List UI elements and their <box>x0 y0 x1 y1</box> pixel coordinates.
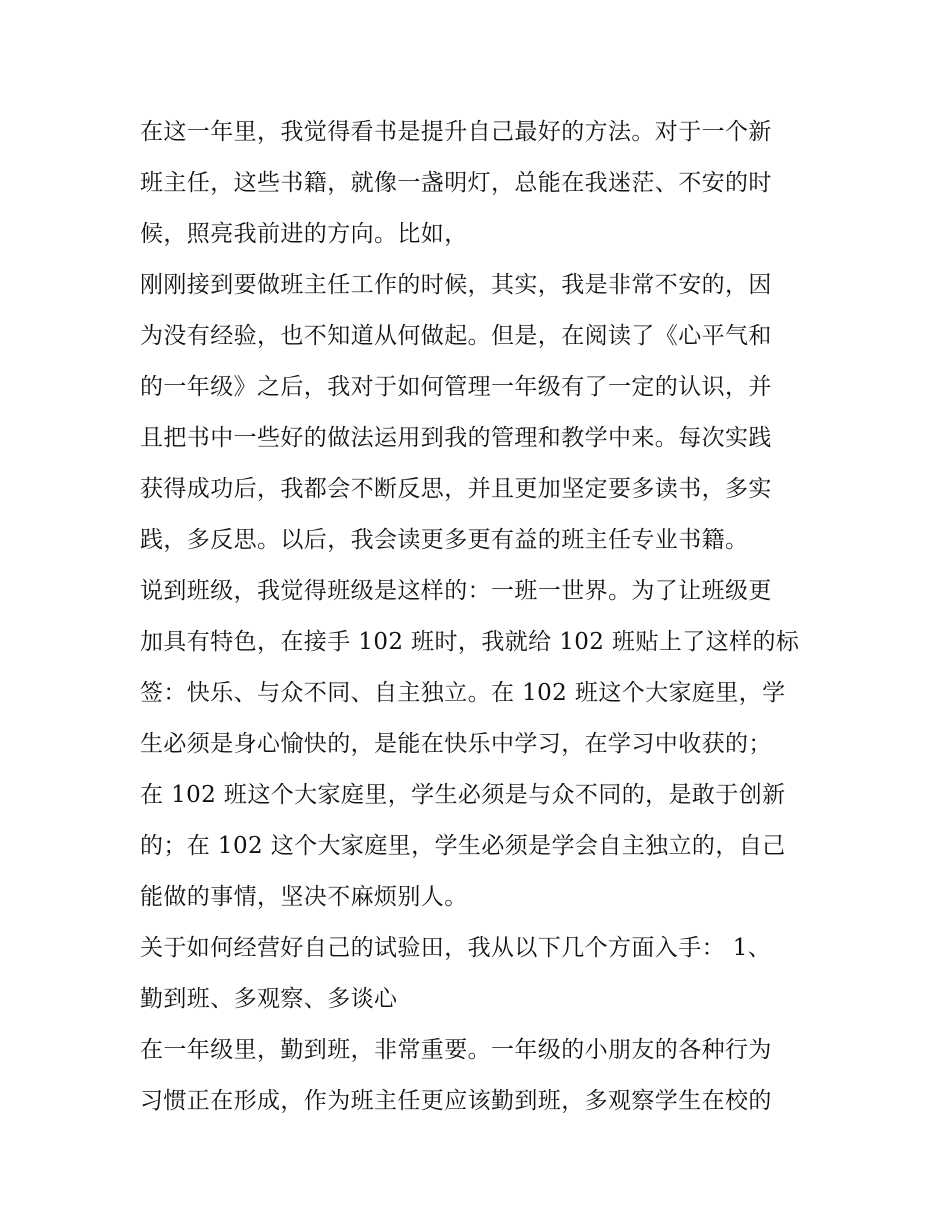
text-line: 在一年级里，勤到班，非常重要。一年级的小朋友的各种行为 <box>140 1037 772 1063</box>
text-line: 能做的事情，坚决不麻烦别人。 <box>140 884 468 910</box>
text-line: 且把书中一些好的做法运用到我的管理和教学中来。每次实践 <box>140 425 772 451</box>
text-line: 候，照亮我前进的方向。比如， <box>140 221 468 247</box>
text-line: 加具有特色，在接手 102 班时，我就给 102 班贴上了这样的标 <box>140 629 800 655</box>
text-line: 签：快乐、与众不同、自主独立。在 102 班这个大家庭里，学 <box>140 680 786 706</box>
text-line: 获得成功后，我都会不断反思，并且更加坚定要多读书，多实 <box>140 476 772 502</box>
text-line: 班主任，这些书籍，就像一盏明灯，总能在我迷茫、不安的时 <box>140 170 772 196</box>
text-line: 在 102 班这个大家庭里，学生必须是与众不同的，是敢于创新 <box>140 782 786 808</box>
text-line: 勤到班、多观察、多谈心 <box>140 986 398 1012</box>
text-line: 关于如何经营好自己的试验田，我从以下几个方面入手： 1、 <box>140 935 772 961</box>
text-line: 践，多反思。以后，我会读更多更有益的班主任专业书籍。 <box>140 527 749 553</box>
text-line: 在这一年里，我觉得看书是提升自己最好的方法。对于一个新 <box>140 119 772 145</box>
text-line: 说到班级，我觉得班级是这样的：一班一世界。为了让班级更 <box>140 578 772 604</box>
text-line: 为没有经验，也不知道从何做起。但是，在阅读了《心平气和 <box>140 323 772 349</box>
document-body <box>140 107 820 1127</box>
text-line: 的一年级》之后，我对于如何管理一年级有了一定的认识，并 <box>140 374 772 400</box>
text-line: 生必须是身心愉快的，是能在快乐中学习，在学习中收获的； <box>140 731 772 757</box>
text-line: 刚刚接到要做班主任工作的时候，其实，我是非常不安的，因 <box>140 272 772 298</box>
text-line: 习惯正在形成，作为班主任更应该勤到班，多观察学生在校的 <box>140 1088 772 1114</box>
text-line: 的；在 102 这个大家庭里，学生必须是学会自主独立的，自己 <box>140 833 786 859</box>
